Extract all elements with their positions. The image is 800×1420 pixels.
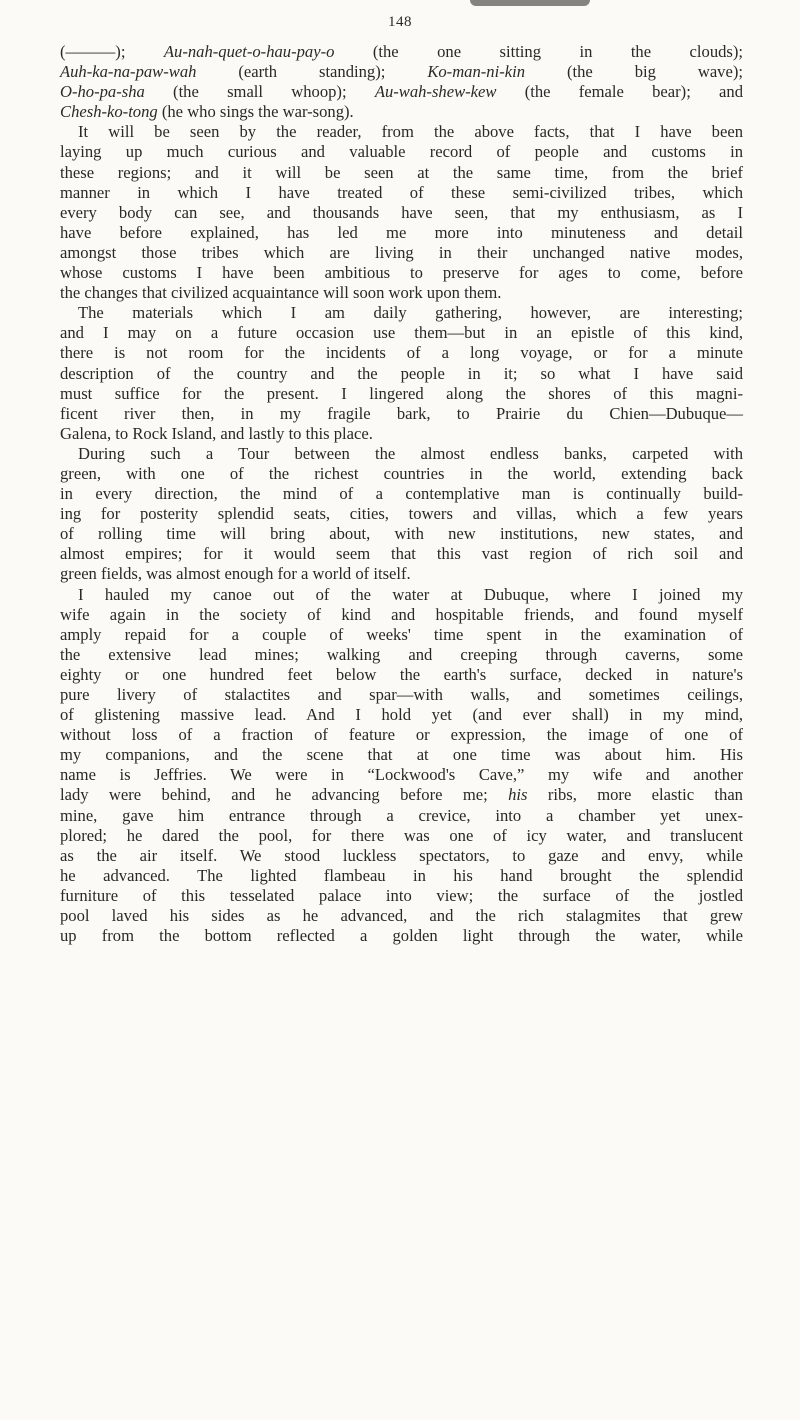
text-span: green, with one of the richest countries in the world, extending back — [60, 463, 743, 483]
text-span: up from the bottom reflected a golden light through the water, while — [60, 926, 743, 946]
text-span: pool laved his sides as he advanced, and the rich stalagmites that grew — [60, 906, 743, 926]
text-line — [60, 142, 743, 162]
text-line — [60, 745, 743, 765]
text-span: The materials which I am daily gathering, however, are interesting; — [78, 303, 743, 323]
text-span: pure livery of stalactites and spar—with walls, and sometimes ceilings, — [60, 685, 743, 704]
text-line — [60, 323, 743, 343]
text-line — [60, 685, 743, 705]
text-line — [60, 906, 743, 926]
text-line — [60, 263, 743, 283]
text-span: ficent river then, in my fragile bark, to Prairie du Chien—Dubuque— — [60, 403, 743, 423]
text-line — [60, 645, 743, 665]
text-span: (the big wave); — [525, 62, 743, 82]
text-span: ing for posterity splendid seats, cities, towers and villas, which a few years — [60, 504, 743, 524]
text-line — [60, 343, 743, 363]
text-line — [60, 705, 743, 725]
text-line — [60, 243, 743, 263]
italic-term: Auh-ka-na-paw-wah — [60, 62, 197, 82]
text-line — [60, 444, 743, 464]
text-span: furniture of this tesselated palace into view; the surface of the jostled — [60, 885, 743, 905]
text-span: mine, gave him entrance through a crevice, into a chamber yet unex- — [60, 805, 743, 825]
italic-term: his — [508, 785, 528, 805]
text-span: (the one sitting in the clouds); — [334, 42, 744, 61]
text-line — [60, 625, 743, 645]
text-span: (the female bear); and — [496, 82, 743, 102]
text-line — [60, 62, 743, 82]
text-span: my companions, and the scene that at one time was about him. His — [60, 745, 743, 765]
text-span: the changes that civilized acquaintance will soon work upon them. — [60, 283, 502, 303]
text-span: name is Jeffries. We were in “Lockwood's Cave,” my wife and another — [60, 765, 743, 785]
text-line — [60, 544, 743, 564]
text-span: wife again in the society of kind and hospitable friends, and found myself — [60, 604, 743, 624]
text-line — [60, 866, 743, 886]
page-number: 148 — [388, 14, 412, 30]
text-span: must suffice for the present. I lingered along the shores of this magni- — [60, 383, 743, 403]
text-span: amongst those tribes which are living in their unchanged native modes, — [60, 242, 743, 262]
text-span: he advanced. The lighted flambeau in his hand brought the splendid — [60, 865, 743, 885]
text-line — [60, 765, 743, 785]
italic-term: Chesh-ko-tong — [60, 102, 158, 122]
text-line — [60, 163, 743, 183]
text-span: and I may on a future occasion use them—but in an epistle of this kind, — [60, 323, 743, 343]
text-line — [60, 122, 743, 142]
text-line — [60, 42, 743, 62]
text-line — [60, 846, 743, 866]
text-line — [60, 464, 743, 484]
text-line — [60, 102, 743, 122]
text-span: I hauled my canoe out of the water at Dubuque, where I joined my — [78, 584, 743, 604]
text-span: every body can see, and thousands have seen, that my enthusiasm, as I — [60, 202, 743, 222]
text-span: lady were behind, and he advancing before me; — [60, 785, 509, 805]
text-line — [60, 384, 743, 404]
italic-term: Ko-man-ni-kin — [427, 62, 526, 82]
text-line — [60, 183, 743, 203]
text-line — [60, 424, 743, 444]
text-line — [60, 303, 743, 323]
text-span: there is not room for the incidents of a long voyage, or for a minute — [60, 343, 743, 363]
text-line — [60, 524, 743, 544]
text-span: these regions; and it will be seen at the same time, from the brief — [60, 162, 743, 182]
text-span: as the air itself. We stood luckless spectators, to gaze and envy, while — [60, 845, 743, 865]
text-span: (he who sings the war-song). — [157, 102, 354, 122]
text-span: whose customs I have been ambitious to preserve for ages to come, before — [60, 263, 743, 283]
text-line — [60, 82, 743, 102]
body-text — [60, 42, 743, 946]
text-span: manner in which I have treated of these semi-civilized tribes, which — [60, 182, 743, 202]
text-line — [60, 283, 743, 303]
italic-term: Au-wah-shew-kew — [374, 82, 497, 102]
text-span: (earth standing); — [196, 62, 428, 82]
text-line — [60, 564, 743, 584]
text-line — [60, 725, 743, 745]
text-span: amply repaid for a couple of weeks' time spent in the examination of — [60, 624, 743, 644]
text-line — [60, 926, 743, 946]
text-span: in every direction, the mind of a contemplative man is continually build- — [60, 484, 743, 504]
italic-term: Au-nah-quet-o-hau-pay-o — [163, 42, 335, 61]
text-span: ribs, more elastic than — [527, 785, 743, 805]
text-span: green fields, was almost enough for a world of itself. — [60, 564, 411, 584]
text-line — [60, 605, 743, 625]
text-span: plored; he dared the pool, for there was one of icy water, and translucent — [60, 825, 743, 845]
text-span: without loss of a fraction of feature or expression, the image of one of — [60, 725, 743, 745]
page-top-smudge — [470, 0, 590, 6]
text-span: the extensive lead mines; walking and creeping through caverns, some — [60, 644, 743, 664]
text-line — [60, 665, 743, 685]
text-line — [60, 886, 743, 906]
text-span: It will be seen by the reader, from the above facts, that I have been — [78, 122, 743, 142]
text-line — [60, 785, 743, 805]
text-span: eighty or one hundred feet below the earth's surface, decked in nature's — [60, 664, 743, 684]
text-span: laying up much curious and valuable record of people and customs in — [60, 142, 743, 162]
text-span: (———); — [60, 42, 164, 61]
text-span: of glistening massive lead. And I hold yet (and ever shall) in my mind, — [60, 705, 743, 725]
text-span: description of the country and the people in it; so what I have said — [60, 363, 743, 383]
text-line — [60, 364, 743, 384]
text-line — [60, 504, 743, 524]
text-span: Galena, to Rock Island, and lastly to this place. — [60, 423, 373, 443]
text-line — [60, 806, 743, 826]
italic-term: O-ho-pa-sha — [60, 82, 145, 102]
text-line — [60, 585, 743, 605]
text-span: of rolling time will bring about, with new institutions, new states, and — [60, 524, 743, 544]
text-line — [60, 203, 743, 223]
text-line — [60, 826, 743, 846]
text-line — [60, 484, 743, 504]
text-span: have before explained, has led me more into minuteness and detail — [60, 222, 743, 242]
text-span: During such a Tour between the almost endless banks, carpeted with — [78, 443, 743, 463]
text-span: (the small whoop); — [144, 82, 375, 102]
text-line — [60, 223, 743, 243]
text-line — [60, 404, 743, 424]
text-span: almost empires; for it would seem that this vast region of rich soil and — [60, 544, 743, 564]
